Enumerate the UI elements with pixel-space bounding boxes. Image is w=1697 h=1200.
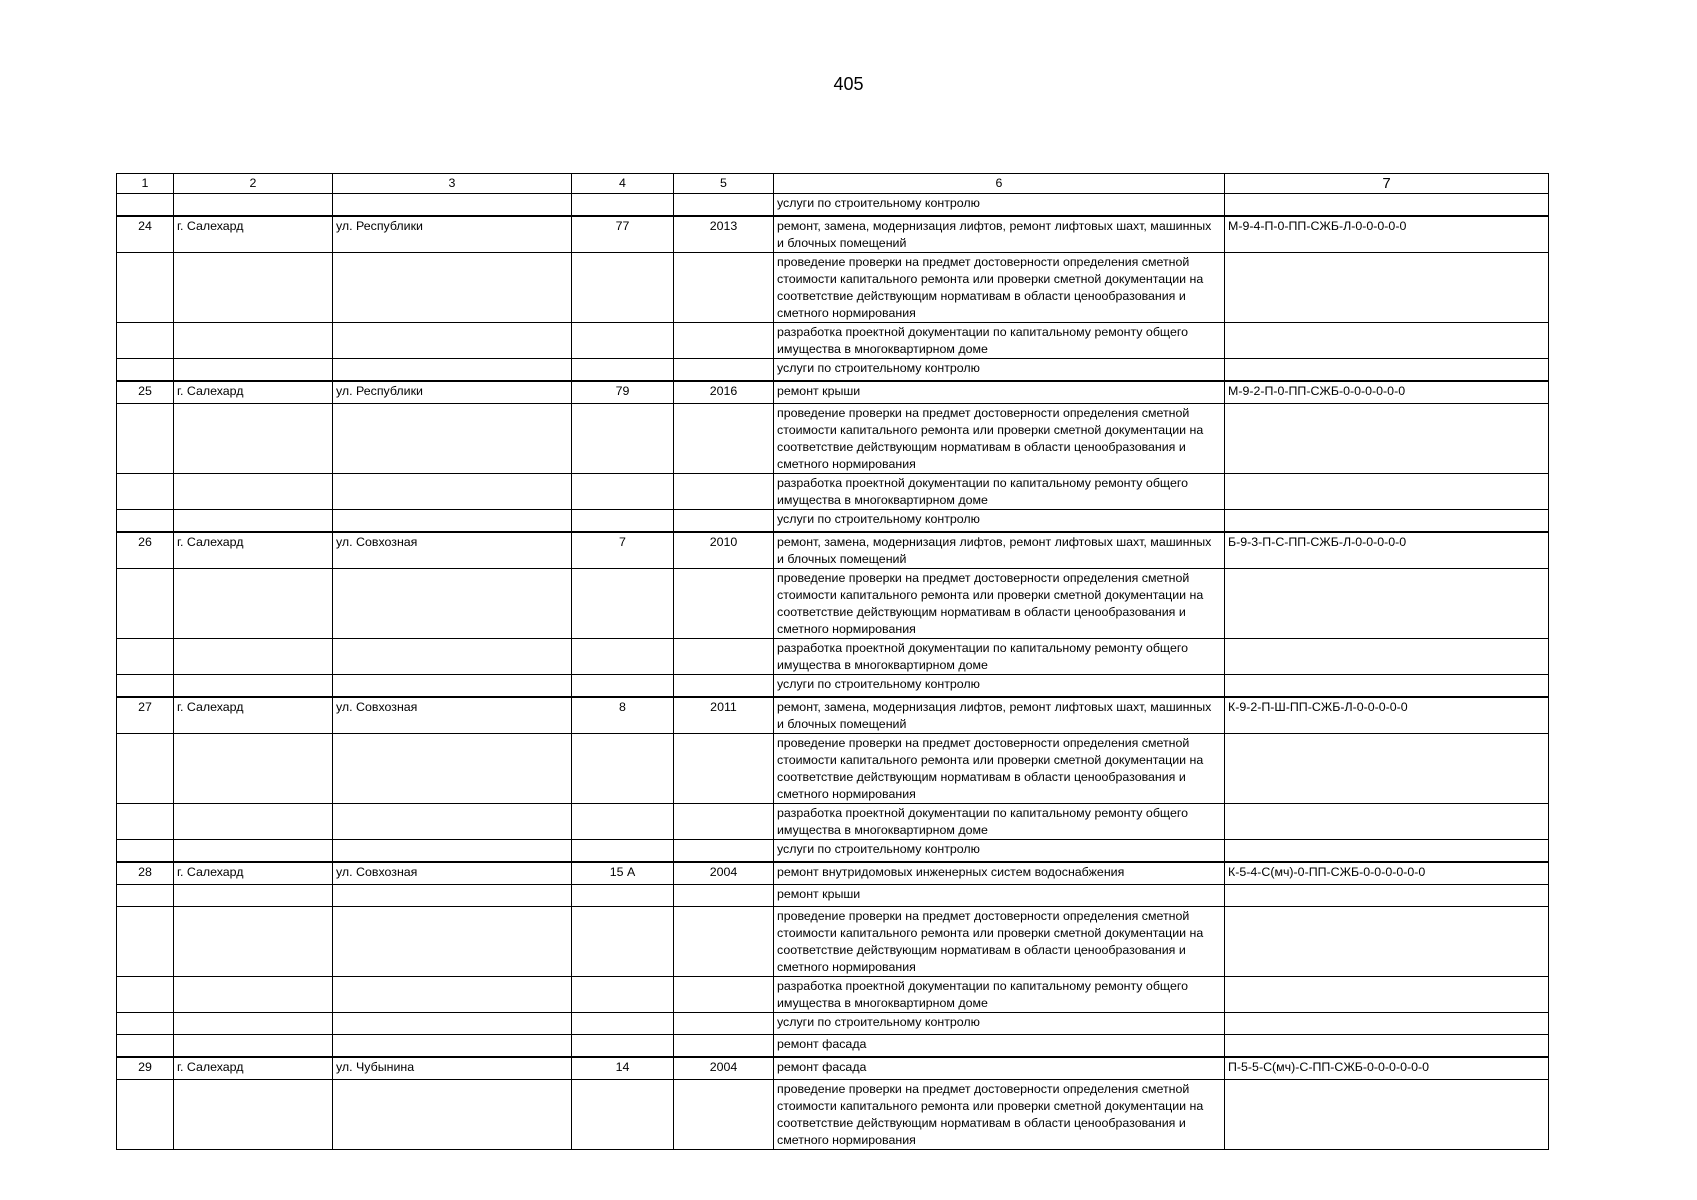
house-number-cell: 15 А [572,862,674,885]
table-row [117,1035,1549,1058]
year-cell [674,1013,774,1035]
work-type-cell: ремонт внутридомовых инженерных систем водоснабжения [774,862,1225,885]
building-code-cell [1225,840,1549,863]
work-type-cell: проведение проверки на предмет достоверности определения сметной стоимости капитального ремонта или проверки сметной документации на соответствие действующим нормативам в области ценообразования и сметного нормирования [774,734,1225,804]
row-number-cell [117,359,174,382]
table-row [117,697,1549,734]
street-cell [333,639,572,675]
house-number-cell: 7 [572,532,674,569]
house-number-cell [572,569,674,639]
city-cell [174,907,333,977]
house-number-cell [572,1013,674,1035]
street-cell: ул. Совхозная [333,532,572,569]
city-cell [174,885,333,907]
building-code-cell [1225,639,1549,675]
table-row [117,907,1549,977]
house-number-cell: 14 [572,1057,674,1080]
year-cell [674,804,774,840]
work-type-cell: услуги по строительному контролю [774,1013,1225,1035]
house-number-cell [572,323,674,359]
year-cell [674,253,774,323]
year-cell [674,734,774,804]
city-cell [174,404,333,474]
year-cell: 2011 [674,697,774,734]
row-number-cell: 29 [117,1057,174,1080]
table-row [117,532,1549,569]
building-code-cell [1225,323,1549,359]
house-number-cell [572,675,674,698]
city-cell [174,977,333,1013]
row-number-cell [117,404,174,474]
city-cell [174,804,333,840]
year-cell: 2013 [674,216,774,253]
building-code-cell [1225,734,1549,804]
city-cell [174,510,333,533]
building-code-cell: П-5-5-С(мч)-С-ПП-СЖБ-0-0-0-0-0-0 [1225,1057,1549,1080]
row-number-cell: 25 [117,381,174,404]
year-cell [674,1080,774,1150]
building-code-cell: К-5-4-С(мч)-0-ПП-СЖБ-0-0-0-0-0-0 [1225,862,1549,885]
street-cell [333,1080,572,1150]
house-number-cell [572,359,674,382]
house-number-cell: 77 [572,216,674,253]
city-cell [174,840,333,863]
building-code-cell: М-9-2-П-0-ПП-СЖБ-0-0-0-0-0-0 [1225,381,1549,404]
city-cell [174,569,333,639]
building-code-cell [1225,359,1549,382]
house-number-cell [572,510,674,533]
building-code-cell [1225,253,1549,323]
work-type-cell: ремонт, замена, модернизация лифтов, ремонт лифтовых шахт, машинных и блочных помещений [774,216,1225,253]
table-row [117,639,1549,675]
work-type-cell: проведение проверки на предмет достоверности определения сметной стоимости капитального ремонта или проверки сметной документации на соответствие действующим нормативам в области ценообразования и сметного нормирования [774,253,1225,323]
street-cell [333,323,572,359]
row-number-cell [117,510,174,533]
work-type-cell: ремонт крыши [774,885,1225,907]
building-code-cell [1225,1080,1549,1150]
table-row [117,474,1549,510]
row-number-cell [117,1080,174,1150]
city-cell: г. Салехард [174,1057,333,1080]
year-cell [674,359,774,382]
row-number-cell: 24 [117,216,174,253]
street-cell [333,474,572,510]
house-number-cell [572,639,674,675]
year-cell [674,404,774,474]
column-header: 7 [1225,174,1549,194]
work-type-cell: разработка проектной документации по капитальному ремонту общего имущества в многоквартирном доме [774,977,1225,1013]
table-row [117,1013,1549,1035]
work-type-cell: услуги по строительному контролю [774,675,1225,698]
column-header: 6 [774,174,1225,194]
city-cell [174,734,333,804]
building-code-cell [1225,474,1549,510]
row-number-cell: 28 [117,862,174,885]
year-cell: 2004 [674,1057,774,1080]
building-code-cell [1225,404,1549,474]
street-cell [333,675,572,698]
year-cell [674,194,774,217]
street-cell [333,253,572,323]
street-cell [333,510,572,533]
row-number-cell: 26 [117,532,174,569]
city-cell: г. Салехард [174,862,333,885]
street-cell [333,194,572,217]
column-header: 5 [674,174,774,194]
column-header: 1 [117,174,174,194]
house-number-cell [572,404,674,474]
city-cell: г. Салехард [174,216,333,253]
street-cell [333,885,572,907]
row-number-cell [117,1013,174,1035]
table-row [117,194,1549,217]
table-row [117,216,1549,253]
street-cell [333,840,572,863]
table-row [117,404,1549,474]
city-cell [174,474,333,510]
table-row [117,1080,1549,1150]
house-number-cell: 79 [572,381,674,404]
row-number-cell [117,569,174,639]
house-number-cell [572,253,674,323]
table-row [117,323,1549,359]
city-cell [174,253,333,323]
row-number-cell [117,840,174,863]
work-type-cell: ремонт, замена, модернизация лифтов, ремонт лифтовых шахт, машинных и блочных помещений [774,532,1225,569]
street-cell: ул. Чубынина [333,1057,572,1080]
year-cell [674,675,774,698]
city-cell [174,323,333,359]
year-cell [674,840,774,863]
table-row [117,569,1549,639]
building-code-cell: К-9-2-П-Ш-ПП-СЖБ-Л-0-0-0-0-0 [1225,697,1549,734]
table-row [117,359,1549,382]
work-type-cell: услуги по строительному контролю [774,840,1225,863]
row-number-cell [117,804,174,840]
house-number-cell [572,1080,674,1150]
year-cell [674,474,774,510]
work-type-cell: ремонт фасада [774,1035,1225,1058]
row-number-cell [117,253,174,323]
street-cell: ул. Совхозная [333,862,572,885]
table-row [117,1057,1549,1080]
table-row [117,840,1549,863]
work-type-cell: проведение проверки на предмет достоверности определения сметной стоимости капитального ремонта или проверки сметной документации на соответствие действующим нормативам в области ценообразования и сметного нормирования [774,907,1225,977]
house-number-cell [572,804,674,840]
street-cell [333,734,572,804]
table-body [117,194,1549,1150]
house-number-cell [572,885,674,907]
street-cell [333,569,572,639]
street-cell [333,804,572,840]
column-header: 3 [333,174,572,194]
house-number-cell [572,977,674,1013]
work-type-cell: услуги по строительному контролю [774,359,1225,382]
work-type-cell: разработка проектной документации по капитальному ремонту общего имущества в многоквартирном доме [774,639,1225,675]
year-cell [674,569,774,639]
city-cell [174,194,333,217]
table-row [117,510,1549,533]
city-cell [174,1013,333,1035]
building-code-cell [1225,1035,1549,1058]
work-type-cell: услуги по строительному контролю [774,510,1225,533]
table-row [117,253,1549,323]
work-type-cell: разработка проектной документации по капитальному ремонту общего имущества в многоквартирном доме [774,804,1225,840]
street-cell [333,907,572,977]
year-cell [674,510,774,533]
row-number-cell: 27 [117,697,174,734]
row-number-cell [117,323,174,359]
year-cell [674,907,774,977]
table-row [117,862,1549,885]
column-header: 4 [572,174,674,194]
street-cell: ул. Республики [333,381,572,404]
work-type-cell: проведение проверки на предмет достоверности определения сметной стоимости капитального ремонта или проверки сметной документации на соответствие действующим нормативам в области ценообразования и сметного нормирования [774,569,1225,639]
row-number-cell [117,675,174,698]
table-row [117,804,1549,840]
building-code-cell [1225,907,1549,977]
house-number-cell [572,1035,674,1058]
building-code-cell [1225,977,1549,1013]
row-number-cell [117,734,174,804]
page-number: 405 [833,74,864,94]
city-cell: г. Салехард [174,697,333,734]
row-number-cell [117,639,174,675]
building-code-cell [1225,675,1549,698]
street-cell [333,1013,572,1035]
work-type-cell: проведение проверки на предмет достоверности определения сметной стоимости капитального ремонта или проверки сметной документации на соответствие действующим нормативам в области ценообразования и сметного нормирования [774,1080,1225,1150]
city-cell [174,639,333,675]
year-cell: 2004 [674,862,774,885]
table-row [117,381,1549,404]
street-cell [333,359,572,382]
city-cell [174,1080,333,1150]
work-type-cell: ремонт фасада [774,1057,1225,1080]
work-type-cell: ремонт крыши [774,381,1225,404]
table-row [117,675,1549,698]
house-number-cell [572,907,674,977]
year-cell [674,977,774,1013]
row-number-cell [117,977,174,1013]
year-cell: 2016 [674,381,774,404]
row-number-cell [117,194,174,217]
building-code-cell: М-9-4-П-0-ПП-СЖБ-Л-0-0-0-0-0 [1225,216,1549,253]
year-cell: 2010 [674,532,774,569]
year-cell [674,1035,774,1058]
building-code-cell [1225,885,1549,907]
city-cell: г. Салехард [174,532,333,569]
row-number-cell [117,474,174,510]
city-cell [174,1035,333,1058]
table-row [117,885,1549,907]
row-number-cell [117,885,174,907]
building-code-cell [1225,1013,1549,1035]
building-code-cell [1225,510,1549,533]
table-row [117,734,1549,804]
year-cell [674,639,774,675]
house-number-cell [572,734,674,804]
row-number-cell [117,907,174,977]
building-code-cell [1225,804,1549,840]
year-cell [674,323,774,359]
street-cell: ул. Совхозная [333,697,572,734]
work-type-cell: ремонт, замена, модернизация лифтов, ремонт лифтовых шахт, машинных и блочных помещений [774,697,1225,734]
house-number-cell [572,840,674,863]
column-header: 2 [174,174,333,194]
house-number-cell: 8 [572,697,674,734]
street-cell [333,404,572,474]
street-cell [333,977,572,1013]
repair-schedule-table [116,173,1549,1150]
city-cell: г. Салехард [174,381,333,404]
work-type-cell: проведение проверки на предмет достоверности определения сметной стоимости капитального ремонта или проверки сметной документации на соответствие действующим нормативам в области ценообразования и сметного нормирования [774,404,1225,474]
year-cell [674,885,774,907]
city-cell [174,675,333,698]
city-cell [174,359,333,382]
building-code-cell [1225,194,1549,217]
work-type-cell: разработка проектной документации по капитальному ремонту общего имущества в многоквартирном доме [774,474,1225,510]
row-number-cell [117,1035,174,1058]
house-number-cell [572,194,674,217]
building-code-cell: Б-9-3-П-С-ПП-СЖБ-Л-0-0-0-0-0 [1225,532,1549,569]
work-type-cell: разработка проектной документации по капитальному ремонту общего имущества в многоквартирном доме [774,323,1225,359]
table-row [117,977,1549,1013]
column-number-row [117,174,1549,194]
building-code-cell [1225,569,1549,639]
street-cell [333,1035,572,1058]
street-cell: ул. Республики [333,216,572,253]
work-type-cell: услуги по строительному контролю [774,194,1225,217]
house-number-cell [572,474,674,510]
